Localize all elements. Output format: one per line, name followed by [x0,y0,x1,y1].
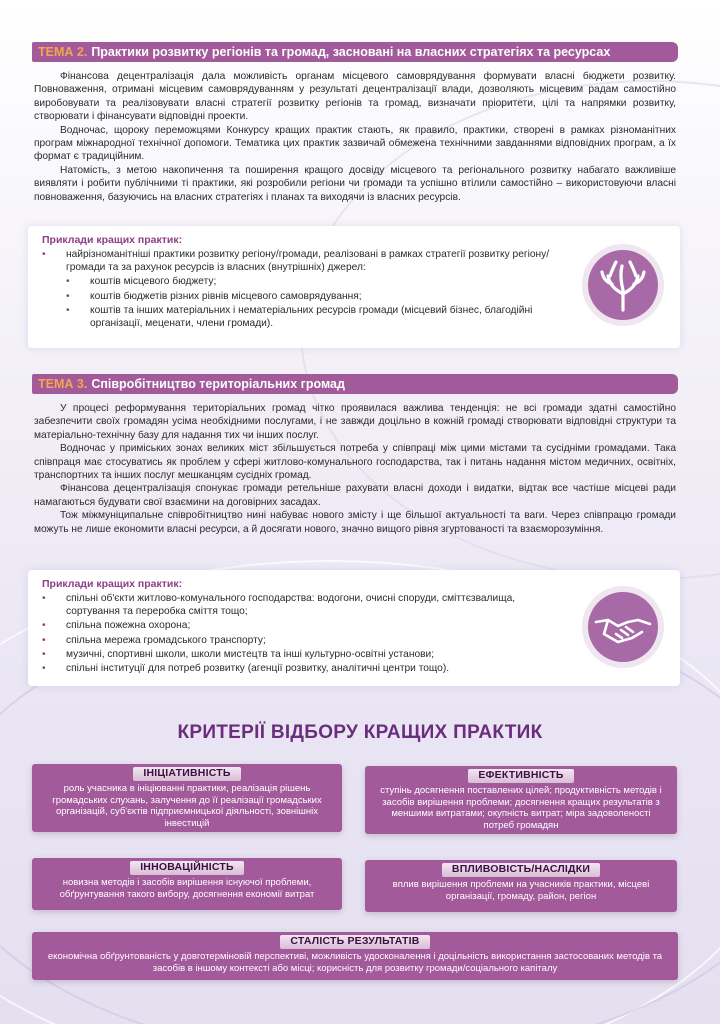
criterion-heading: ІННОВАЦІЙНІСТЬ [130,861,244,875]
criterion-efficiency [365,766,677,834]
list-item: • спільна мережа громадського транспорту; [42,634,562,647]
criterion-heading: СТАЛІСТЬ РЕЗУЛЬТАТІВ [280,935,429,949]
topic-3-examples-box [28,570,680,686]
criteria-title: КРИТЕРІЇ ВІДБОРУ КРАЩИХ ПРАКТИК [177,722,543,743]
criterion-impact [365,860,677,912]
criterion-description: роль учасника в ініціюванні практики, реалізація рішень громадських слухань, залучення до її реалізації громадських організацій, суб'єктів підприємницької діяльності, зовнішніх інвестицій [52,782,322,830]
paragraph: У процесі реформування територіальних громад чітко проявилася важлива тенденція: не всі громади здатні самостійно забезпечити своїх громадян усіма необхідними послугами, і не завжди доцільно в кожній громаді створювати відповідні структури та матеріально-технічну базу для надання тих чи інших послуг. [34,403,676,441]
list-item: • спільні об'єкти житлово-комунального господарства: водогони, очисні споруди, сміттєзвалища, сортування та переробка сміття тощо; [42,592,562,618]
topic-3-number: ТЕМА 3. [38,377,88,391]
list-item: • музичні, спортивні школи, школи мистецтв та інші культурно-освітні установи; [42,648,562,661]
criterion-description: економічна обґрунтованість у довготерміновій перспективі, можливість удосконалення і доцільність використання застосованих методів та засобів в іншому контексті або місці; корисність для розвитку громади/соціального капіталу [47,950,663,974]
criterion-heading: ЕФЕКТИВНІСТЬ [468,769,573,783]
paragraph: Тож міжмуніципальне співробітництво нині набуває нового змісту і ще більшої актуальності та ваги. Через співпрацю громади можуть не лише економити власні ресурси, а й досягати нового, значно вищого рівня згуртованості та взаєморозуміння. [34,510,676,535]
topic-2-number: ТЕМА 2. [38,45,88,59]
paragraph: Фінансова децентралізація спонукає громади ретельніше рахувати власні доходи і видатки, відтак все частіше місцеві ради намагаються будувати свої взаємини на договірних засадах. [34,483,676,508]
paragraph: Водночас у приміських зонах великих міст збільшується потреба у співпраці між цими містами та сусідніми громадами. Така співпраця має стосуватись як проблем у сфері житлово-комунального господарства, так і питань надання містом медичних, освітніх, транспортних та інших послуг мешканцям сусідніх громад. [34,443,676,482]
paragraph: Натомість, з метою накопичення та поширення кращого досвіду місцевого та регіонального розвитку набагато важливіше виявляти і робити публічними ті практики, які розробили регіони чи громади та успішно втілили самостійно – використовуючи власні повноваження, базуючись на власних стратегіях і планах та виходячи із власних ресурсів. [34,164,676,203]
list-item: • коштів бюджетів різних рівнів місцевого самоврядування; [42,290,562,303]
paragraph: Фінансова децентралізація дала можливість органам місцевого самоврядування формувати власні бюджети розвитку. Повноваження, отримані місцевим самоврядуванням у результаті децентралізації влади, дозволяють місцевим радам самостійно виробовувати та реалізовувати власні стратегії розвитку регіонів та громад, визначати пріоритети, цілі та напрямки розвитку, створювати і фінансувати відповідні проекти. [34,71,676,123]
topic-2-examples-box [28,226,680,348]
list-item: • спільні інституції для потреб розвитку (агенції розвитку, аналітичні центри тощо). [42,662,562,675]
criterion-heading: ВПЛИВОВІСТЬ/НАСЛІДКИ [442,863,600,877]
topic-3-header [32,374,678,394]
paragraph: Водночас, щороку переможцями Конкурсу кращих практик стають, як правило, практики, створені в рамках різноманітних програм міжнародної технічної допомоги. Тематика цих практик зазвичай обмежена технічними завданнями відповідних програм, а їх формат є традиційним. [34,124,676,163]
examples-title: Приклади кращих практик: [42,578,183,590]
handshake-icon [588,592,658,662]
list-item: • спільна пожежна охорона; [42,619,562,632]
tree-icon [588,250,658,320]
criterion-sustainability [32,932,678,980]
criterion-description: ступінь досягнення поставлених цілей; продуктивність методів і засобів вирішення проблеми; досягнення кращих результатів з меншими витратами; окупність витрат; міра задоволеності потреб громадян [380,784,662,832]
list-item: • найрізноманітніші практики розвитку регіону/громади, реалізовані в рамках стратегії розвитку регіону/громади та за рахунок ресурсів із власних (внутрішніх) джерел: [42,248,562,274]
topic-2-title: Практики розвитку регіонів та громад, засновані на власних стратегіях та ресурсах [91,45,611,59]
examples-list [42,248,562,331]
examples-list [42,592,562,676]
topic-3-title: Співробітництво територіальних громад [91,377,345,391]
topic-2-text [34,70,676,204]
criterion-innovation [32,858,342,910]
list-item: • коштів місцевого бюджету; [42,275,562,288]
criterion-heading: ІНІЦІАТИВНІСТЬ [133,767,240,781]
examples-title: Приклади кращих практик: [42,234,183,246]
criterion-description: новизна методів і засобів вирішення існуючої проблеми, обґрунтування такого вибору, досягнення економії витрат [59,876,315,900]
criterion-description: вплив вирішення проблеми на учасників практики, місцеві організації, громаду, район, регіон [392,878,650,902]
topic-3-text [34,402,676,536]
criterion-initiative [32,764,342,832]
list-item: • коштів та інших матеріальних і нематеріальних ресурсів громади (місцевий бізнес, благодійні організації, меценати, члени громади). [42,304,562,330]
topic-2-header [32,42,678,62]
